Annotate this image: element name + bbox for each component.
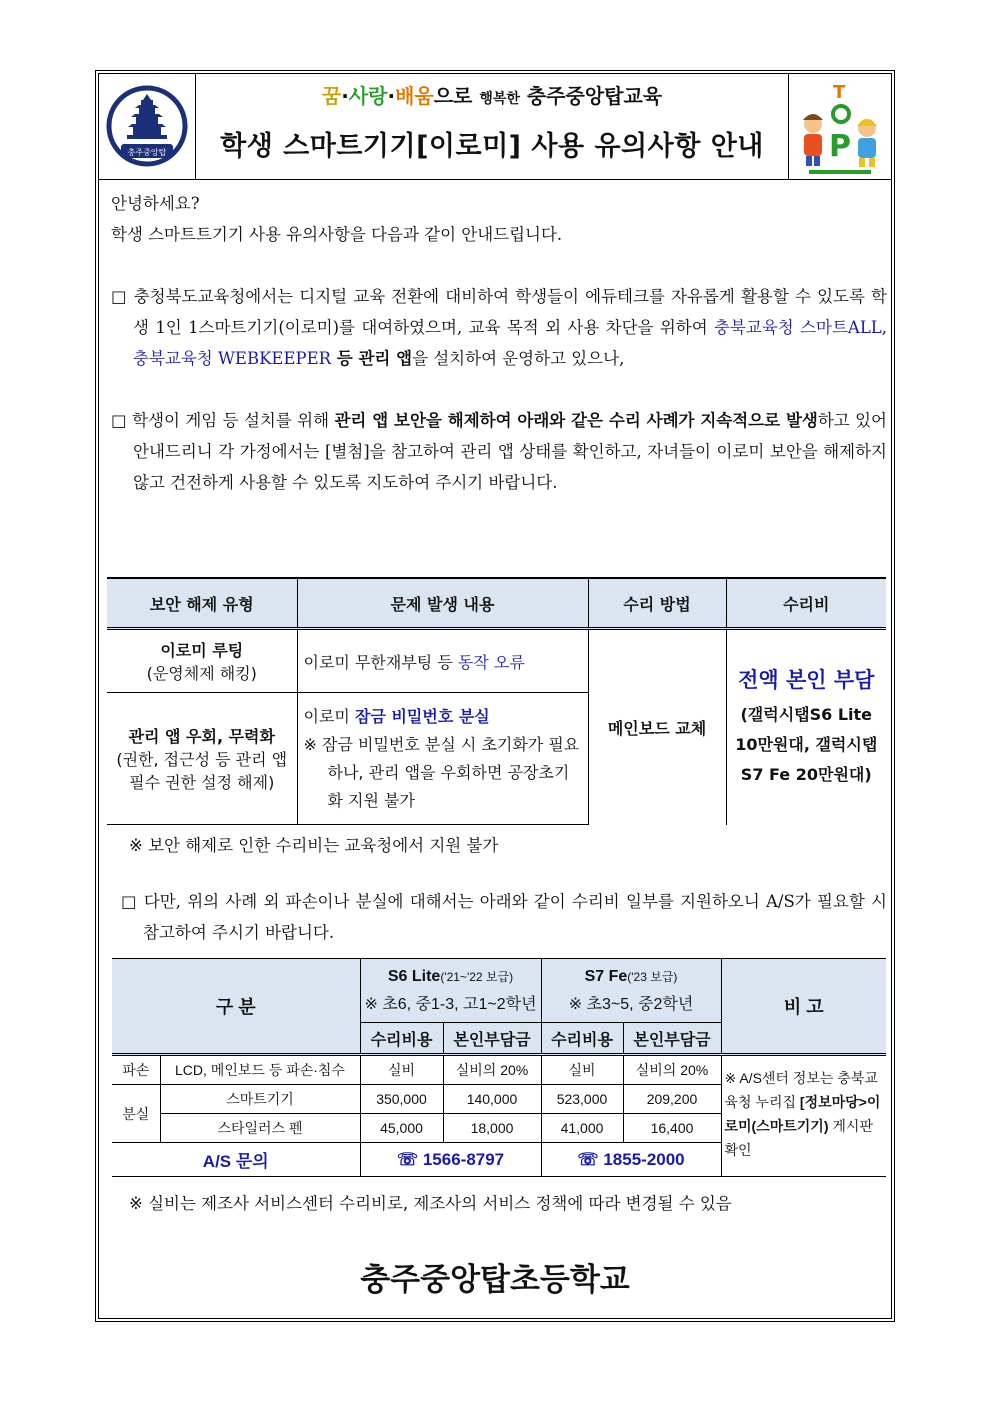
s7-phone-number[interactable]: 1855-2000 bbox=[603, 1149, 685, 1169]
page-title: 학생 스마트기기[이로미] 사용 유의사항 안내 bbox=[220, 131, 764, 162]
repair-method-cell: 메인보드 교체 bbox=[588, 629, 726, 825]
s6-repair-cell: 실비 bbox=[360, 1055, 443, 1085]
paragraph-3-text: □ 다만, 위의 사례 외 파손이나 분실에 대해서는 아래와 같이 수리비 일부를 지원하오니 A/S가 필요할 시 참고하여 주시기 바랍니다. bbox=[121, 892, 887, 942]
s6-repair-cell: 350,000 bbox=[360, 1085, 443, 1114]
cost-detail: (갤럭시탭S6 Lite 10만원대, 갤럭시탭S7 Fe 20만원대) bbox=[735, 705, 878, 785]
item-cell: LCD, 메인보드 등 파손·침수 bbox=[160, 1055, 360, 1085]
paragraph-2 bbox=[111, 405, 887, 498]
slogan-brand: 충주중앙탑교육 bbox=[526, 84, 663, 108]
spacer bbox=[111, 250, 887, 281]
cost-note: ※ 실비는 제조사 서비스센터 수리비로, 제조사의 서비스 정책에 따라 변경될 수 있음 bbox=[129, 1194, 732, 1213]
paragraph-1 bbox=[111, 281, 887, 374]
s7-header bbox=[541, 959, 721, 1023]
remark-text: ※ A/S센터 정보는 충북교육청 누리집 bbox=[724, 1070, 878, 1110]
slogan-suffix: 으로 bbox=[433, 84, 480, 108]
item-cell: 스마트기기 bbox=[160, 1085, 360, 1114]
paragraph-2-end: 하고 있어 안내드리니 각 가정에서는 [별첨]을 참고하여 관리 앱 상태를 확인하고, 자녀들이 이로미 보안을 해제하지 않고 건전하게 사용할 수 있도록 지도하여 주시기 바랍니다. bbox=[133, 411, 887, 492]
paragraph-1-end: 을 설치하여 운영하고 있으나, bbox=[412, 349, 625, 368]
letter-body bbox=[111, 188, 887, 498]
s6-self-cell: 140,000 bbox=[443, 1085, 541, 1114]
remark-path: [정보마당>이로미(스마트기기) bbox=[724, 1094, 881, 1134]
header bbox=[99, 74, 891, 180]
app-name-webkeeper: 충북교육청 WEBKEEPER bbox=[133, 349, 332, 368]
s6-phone bbox=[360, 1143, 541, 1177]
self-pay-header: 본인부담금 bbox=[443, 1023, 541, 1055]
management-app-label: 등 관리 앱 bbox=[331, 349, 413, 368]
repair-cost-header: 수리비용 bbox=[360, 1023, 443, 1055]
issue-cell bbox=[297, 629, 588, 693]
s6-phone-number[interactable]: 1566-8797 bbox=[422, 1149, 505, 1169]
phone-icon: ☏ bbox=[396, 1149, 419, 1169]
slogan-dot: · bbox=[341, 84, 349, 108]
remark-cell bbox=[721, 1055, 886, 1177]
s6-header bbox=[360, 959, 541, 1023]
s7-model: S7 Fe bbox=[584, 967, 628, 985]
type-subtitle: (운영체제 해킹) bbox=[146, 664, 257, 683]
s6-self-cell: 실비의 20% bbox=[443, 1055, 541, 1085]
support-note: ※ 보안 해제로 인한 수리비는 교육청에서 지원 불가 bbox=[129, 836, 499, 855]
col-header: 보안 해제 유형 bbox=[107, 578, 297, 629]
phone-icon: ☏ bbox=[577, 1149, 599, 1169]
table-header-row bbox=[107, 578, 886, 629]
category-header: 구 분 bbox=[112, 959, 360, 1055]
s6-self-cell: 18,000 bbox=[443, 1114, 541, 1143]
s7-phone bbox=[541, 1143, 721, 1177]
s6-year: ('21~'22 보급) bbox=[440, 969, 514, 984]
item-cell: 스타일러스 펜 bbox=[160, 1114, 360, 1143]
paragraph-2-emphasis: 관리 앱 보안을 해제하여 아래와 같은 수리 사례가 지속적으로 발생 bbox=[334, 411, 818, 430]
s6-model: S6 Lite bbox=[387, 967, 441, 985]
s7-self-cell: 209,200 bbox=[623, 1085, 721, 1114]
s7-repair-cell: 실비 bbox=[541, 1055, 623, 1085]
table-row bbox=[107, 629, 886, 693]
table-header-row bbox=[112, 959, 886, 1023]
security-repair-table bbox=[107, 577, 886, 825]
s7-year: ('23 보급) bbox=[627, 969, 678, 984]
cost-main: 전액 본인 부담 bbox=[738, 668, 875, 693]
security-type-cell bbox=[107, 629, 297, 693]
repair-cost-table bbox=[112, 958, 886, 1177]
type-title: 관리 앱 우회, 무력화 bbox=[128, 727, 275, 746]
slogan bbox=[195, 80, 789, 109]
mascot-cell bbox=[788, 74, 891, 179]
repair-cost-header: 수리비용 bbox=[541, 1023, 623, 1055]
document-inner-frame bbox=[98, 73, 892, 1319]
paragraph-2-text: □ 학생이 게임 등 설치를 위해 bbox=[111, 411, 335, 430]
s6-grades: ※ 초6, 중1-3, 고1~2학년 bbox=[364, 995, 537, 1013]
issue-cell bbox=[297, 693, 588, 825]
s7-repair-cell: 523,000 bbox=[541, 1085, 623, 1114]
intro-line: 학생 스마트트기기 사용 유의사항을 다음과 같이 안내드립니다. bbox=[111, 225, 563, 244]
issue-highlight: 동작 오류 bbox=[457, 652, 525, 672]
security-type-cell bbox=[107, 693, 297, 825]
remark-end: 게시판 확인 bbox=[724, 1118, 873, 1158]
s7-repair-cell: 41,000 bbox=[541, 1114, 623, 1143]
s7-grades: ※ 초3~5, 중2학년 bbox=[568, 995, 694, 1013]
slogan-learn: 배움 bbox=[395, 84, 434, 108]
school-emblem-icon bbox=[99, 74, 195, 179]
slogan-happy: 행복한 bbox=[479, 91, 520, 107]
emblem-label: 충주중앙탑 bbox=[127, 148, 167, 157]
group-cell: 분실 bbox=[112, 1085, 160, 1143]
col-header: 수리 방법 bbox=[588, 578, 726, 629]
repair-cost-cell bbox=[726, 629, 886, 825]
paragraph-1-text: □ 충청북도교육청에서는 디지털 교육 전환에 대비하여 학생들이 에듀테크를 자유롭게 활용할 수 있도록 학생 1인 1스마트기기(이로미)를 대여하였으며, 교육 목적 외 사용 차단을 위하여 bbox=[111, 287, 887, 337]
s7-self-cell: 실비의 20% bbox=[623, 1055, 721, 1085]
as-inquiry-label: A/S 문의 bbox=[112, 1143, 360, 1177]
issue-highlight: 잠금 비밀번호 분실 bbox=[354, 706, 490, 726]
slogan-dream: 꿈 bbox=[321, 84, 342, 108]
svg-text:P: P bbox=[829, 129, 851, 164]
col-header: 문제 발생 내용 bbox=[297, 578, 588, 629]
slogan-dot: · bbox=[387, 84, 396, 108]
svg-text:T: T bbox=[833, 82, 846, 103]
app-name-smartall: 충북교육청 스마트ALL bbox=[714, 318, 882, 337]
document-frame bbox=[95, 70, 895, 1322]
top-mascot-icon bbox=[789, 74, 891, 179]
issue-text: 이로미 무한재부팅 등 bbox=[303, 652, 458, 672]
issue-note: ※ 잠금 비밀번호 분실 시 초기화가 필요하나, 관리 앱을 우회하면 공장초기화 지원 불가 bbox=[303, 734, 580, 810]
table-row bbox=[112, 1055, 886, 1085]
school-name: 충주중앙탑초등학교 bbox=[360, 1262, 630, 1298]
type-title: 이로미 루팅 bbox=[160, 641, 244, 660]
group-cell: 파손 bbox=[112, 1055, 160, 1085]
s7-self-cell: 16,400 bbox=[623, 1114, 721, 1143]
slogan-love: 사랑 bbox=[348, 84, 388, 108]
spacer bbox=[111, 374, 887, 405]
type-subtitle: (권한, 접근성 등 관리 앱 필수 권한 설정 해제) bbox=[116, 750, 288, 792]
paragraph-3 bbox=[121, 886, 887, 948]
col-header: 수리비 bbox=[726, 578, 886, 629]
self-pay-header: 본인부담금 bbox=[623, 1023, 721, 1055]
remark-header: 비 고 bbox=[721, 959, 886, 1055]
s6-repair-cell: 45,000 bbox=[360, 1114, 443, 1143]
emblem-cell bbox=[99, 74, 196, 179]
issue-text: 이로미 bbox=[303, 706, 355, 726]
comma: , bbox=[881, 318, 887, 337]
greeting: 안녕하세요? bbox=[111, 194, 200, 213]
